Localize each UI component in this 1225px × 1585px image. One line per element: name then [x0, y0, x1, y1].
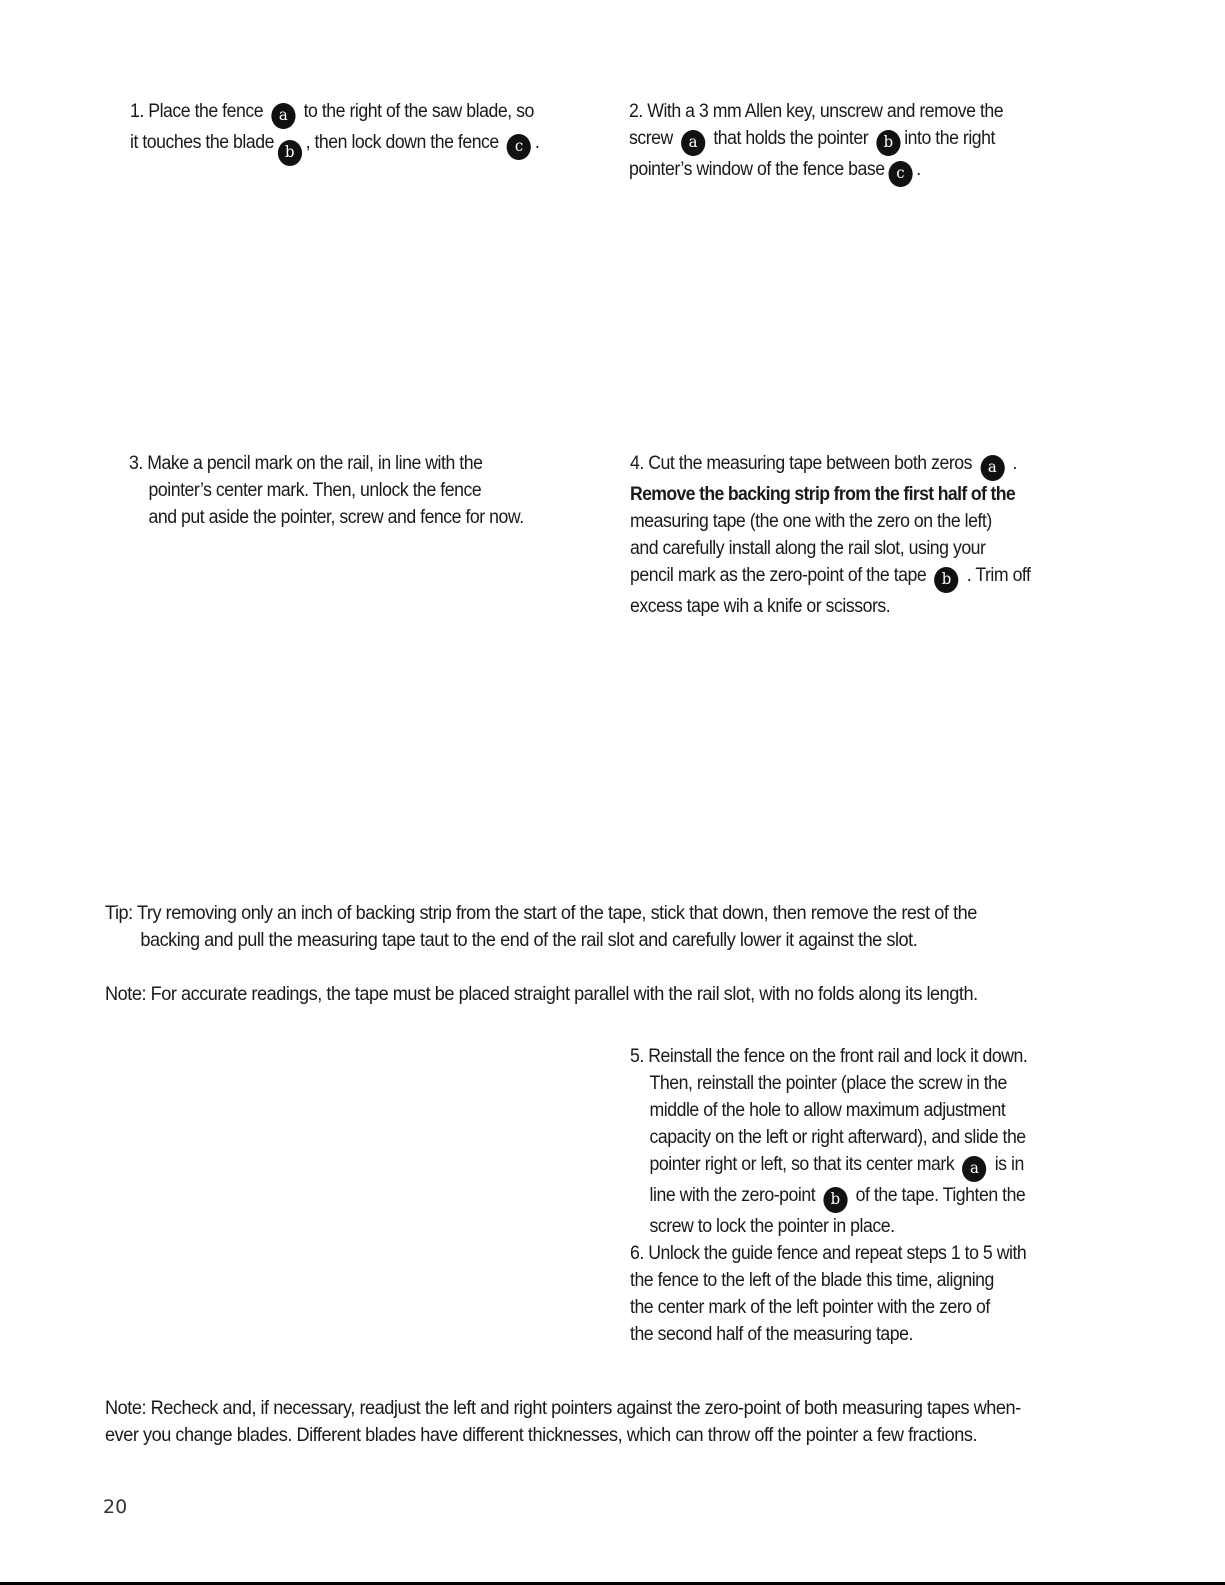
step-4-text: 4. Cut the measuring tape between both zeros — [630, 453, 973, 474]
callout-c-icon: c — [507, 134, 531, 160]
tip — [105, 900, 977, 954]
callout-a-icon: a — [962, 1156, 986, 1182]
step-4-text: excess tape wih a knife or scissors. — [630, 596, 891, 617]
step-5-text: pointer right or left, so that its center mark — [649, 1154, 955, 1175]
step-5-text: of the tape. Tighten the — [855, 1185, 1026, 1206]
note-2-text: ever you change blades. Different blades have different thicknesses, which can throw off the pointer a few fractions. — [105, 1424, 978, 1446]
step-4 — [630, 450, 1031, 620]
step-2 — [629, 98, 1003, 187]
step-5-text: is in — [994, 1154, 1024, 1175]
callout-a-icon: a — [681, 130, 705, 156]
step-1-text: to the right of the saw blade, so — [303, 101, 534, 122]
step-2-text: that holds the pointer — [713, 128, 869, 149]
tip-text: backing and pull the measuring tape taut to the end of the rail slot and carefully lower it against the slot. — [140, 929, 918, 951]
step-5-text: screw to lock the pointer in place. — [649, 1216, 895, 1237]
step-1-text: it touches the blade — [130, 132, 274, 153]
callout-a-icon: a — [271, 103, 295, 129]
note-1 — [105, 981, 978, 1008]
step-4-text: and carefully install along the rail slot, using your — [630, 538, 986, 559]
step-2-text: screw — [629, 128, 673, 149]
note-2 — [105, 1395, 1021, 1449]
step-3-text: and put aside the pointer, screw and fence for now. — [148, 507, 524, 528]
step-6-text: the center mark of the left pointer with the zero of — [630, 1297, 990, 1318]
step-5-text: capacity on the left or right afterward), and slide the — [649, 1127, 1026, 1148]
step-4-text: measuring tape (the one with the zero on the left) — [630, 511, 992, 532]
step-5-text: Then, reinstall the pointer (place the screw in the — [649, 1073, 1007, 1094]
step-5-text: line with the zero-point — [649, 1185, 816, 1206]
callout-a-icon: a — [980, 455, 1004, 481]
callout-b-icon: b — [823, 1187, 847, 1213]
tip-text: Tip: Try removing only an inch of backing strip from the start of the tape, stick that down, then remove the rest of the — [105, 902, 977, 924]
step-2-text: pointer’s window of the fence base — [629, 159, 885, 180]
callout-b-icon: b — [278, 140, 302, 166]
step-4-text: pencil mark as the zero-point of the tape — [630, 565, 927, 586]
step-1 — [130, 98, 539, 166]
step-3-text: 3. Make a pencil mark on the rail, in line with the — [129, 453, 483, 474]
step-4-text: . Trim off — [966, 565, 1031, 586]
callout-b-icon: b — [934, 567, 958, 593]
note-2-text: Note: Recheck and, if necessary, readjust the left and right pointers against the zero-point of both measuring tapes when- — [105, 1397, 1021, 1419]
step-2-text: . — [916, 159, 921, 180]
step-1-text: , then lock down the fence — [305, 132, 499, 153]
step-2-text: 2. With a 3 mm Allen key, unscrew and remove the — [629, 101, 1004, 122]
step-5 — [630, 1043, 1027, 1348]
step-1-text: 1. Place the fence — [130, 101, 264, 122]
step-6-text: the fence to the left of the blade this time, aligning — [630, 1270, 994, 1291]
step-4-text: . — [1012, 453, 1017, 474]
step-3-text: pointer’s center mark. Then, unlock the fence — [148, 480, 482, 501]
step-2-text: into the right — [904, 128, 995, 149]
step-1-text: . — [534, 132, 540, 153]
step-6-text: the second half of the measuring tape. — [630, 1324, 913, 1345]
step-3 — [129, 450, 524, 531]
page-number: 20 — [103, 1496, 128, 1518]
step-4-emphasis: Remove the backing strip from the first half of the — [630, 484, 1016, 505]
step-5-text: middle of the hole to allow maximum adjustment — [649, 1100, 1006, 1121]
step-6-text: 6. Unlock the guide fence and repeat steps 1 to 5 with — [630, 1243, 1027, 1264]
note-1-text: Note: For accurate readings, the tape must be placed straight parallel with the rail slot, with no folds along its length. — [105, 983, 978, 1005]
callout-b-icon: b — [876, 130, 900, 156]
callout-c-icon: c — [888, 161, 912, 187]
step-5-text: 5. Reinstall the fence on the front rail and lock it down. — [630, 1046, 1028, 1067]
